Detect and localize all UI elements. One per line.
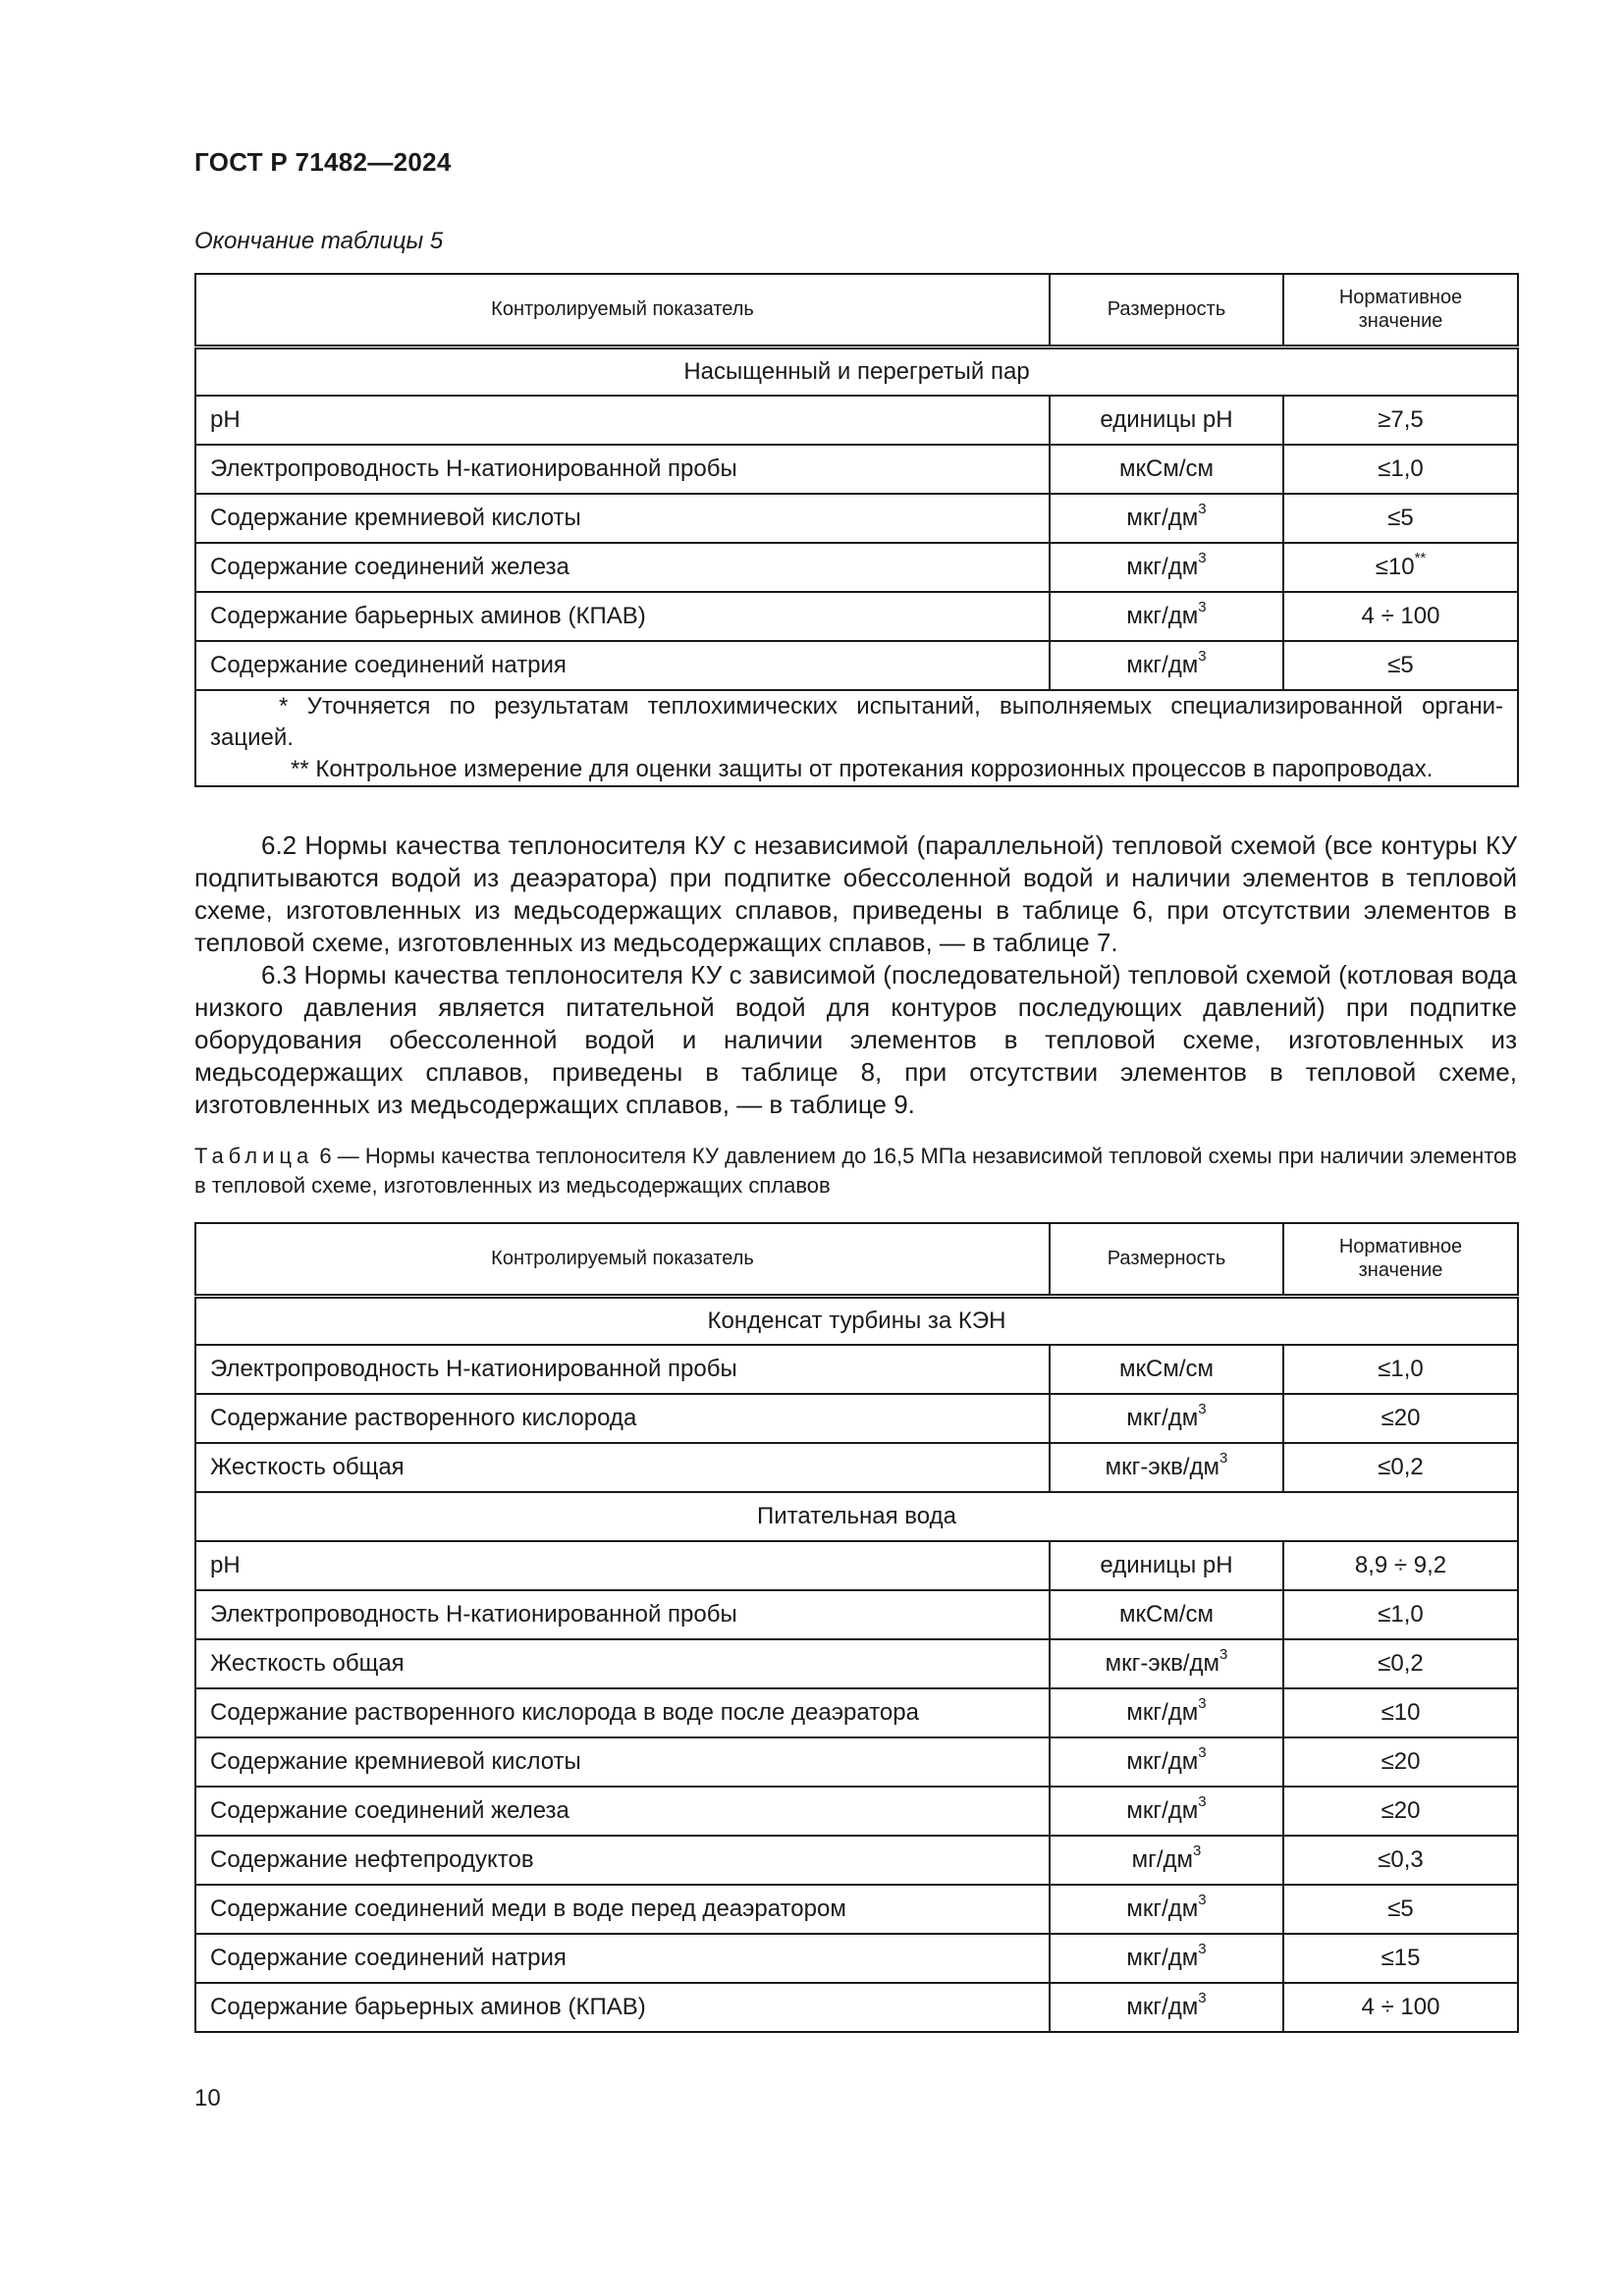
unit-cell	[1050, 1541, 1283, 1590]
unit-text: мкСм/см	[1119, 1356, 1214, 1382]
indicator-cell: Содержание барьерных аминов (КПАВ)	[195, 592, 1050, 641]
value-superscript: **	[1414, 550, 1427, 566]
table5-continuation-caption: Окончание таблицы 5	[194, 228, 444, 254]
unit-cell	[1050, 1983, 1283, 2032]
column-header-indicator: Контролируемый показатель	[195, 1223, 1050, 1296]
indicator-cell: Содержание нефтепродуктов	[195, 1836, 1050, 1885]
column-header-value-text: Нормативное значение	[1338, 287, 1463, 333]
value-cell	[1283, 543, 1518, 592]
table-row	[195, 1983, 1518, 2032]
unit-cell	[1050, 1394, 1283, 1443]
value-cell: ≤10	[1283, 1688, 1518, 1737]
unit-text: мкСм/см	[1119, 455, 1214, 482]
table6-caption-text: 6 — Нормы качества теплоносителя КУ давлением до 16,5 МПа независимой тепловой схемы при наличии элементов в тепловой схеме, изготовленных из медьсодержащих сплавов	[194, 1144, 1517, 1198]
indicator-cell: Содержание соединений железа	[195, 1787, 1050, 1836]
table-row	[195, 1836, 1518, 1885]
table-section-row	[195, 1296, 1518, 1345]
value-cell: ≤15	[1283, 1934, 1518, 1983]
indicator-cell: Содержание соединений натрия	[195, 1934, 1050, 1983]
unit-text: мкг/дм	[1126, 1896, 1199, 1922]
value-cell: ≤0,3	[1283, 1836, 1518, 1885]
unit-text: мкг/дм	[1126, 1748, 1199, 1775]
unit-text: мкг/дм	[1126, 1797, 1199, 1824]
value-cell: ≤5	[1283, 1885, 1518, 1934]
table-row	[195, 1737, 1518, 1787]
value-text: ≤10	[1375, 554, 1415, 580]
page-number: 10	[194, 2085, 221, 2111]
unit-superscript: 3	[1198, 1695, 1207, 1712]
unit-text: мкг/дм	[1126, 1405, 1199, 1431]
unit-text: мкг-экв/дм	[1105, 1650, 1220, 1677]
table5-header-row	[195, 274, 1518, 347]
section-title: Конденсат турбины за КЭН	[195, 1296, 1518, 1345]
paragraph-6-3: 6.3 Нормы качества теплоносителя КУ с зависимой (последовательной) тепловой схемой (котловая вода низкого давления является питательной водой для контуров последующих давлений) при подпитке оборудования обессоленной водой и наличии элементов в тепловой схеме, изготовленных из медьсодержащих сплавов, приведены в таблице 8, при отсутствии элементов в тепловой схеме, изготовленных из медьсодержащих сплавов, — в таблице 9.	[194, 960, 1517, 1119]
value-text: 4 ÷ 100	[1361, 603, 1440, 629]
indicator-cell: Содержание соединений натрия	[195, 641, 1050, 690]
indicator-cell: Содержание кремниевой кислоты	[195, 494, 1050, 543]
value-cell: ≤0,2	[1283, 1639, 1518, 1688]
value-cell: ≤20	[1283, 1394, 1518, 1443]
unit-text: мкг/дм	[1126, 603, 1199, 629]
table6-header-row	[195, 1223, 1518, 1296]
table-notes-row	[195, 690, 1518, 786]
table-row	[195, 396, 1518, 445]
paragraph-6-2: 6.2 Нормы качества теплоносителя КУ с независимой (параллельной) тепловой схемой (все контуры КУ подпитываются водой из деаэратора) при подпитке обессоленной водой и наличии элементов в тепловой схеме, изготовленных из медьсодержащих сплавов, приведены в таблице 6, при отсутствии элементов в тепловой схеме, изготовленных из медьсодержащих сплавов, — в таблице 7.	[194, 830, 1517, 957]
table6	[194, 1222, 1519, 2033]
table-row	[195, 494, 1518, 543]
column-header-value-text: Нормативное значение	[1338, 1236, 1463, 1282]
indicator-cell: Жесткость общая	[195, 1443, 1050, 1492]
value-cell: ≤1,0	[1283, 1345, 1518, 1394]
unit-cell	[1050, 1885, 1283, 1934]
table-row	[195, 1394, 1518, 1443]
unit-cell	[1050, 1590, 1283, 1639]
value-cell: 8,9 ÷ 9,2	[1283, 1541, 1518, 1590]
unit-cell	[1050, 1443, 1283, 1492]
value-cell	[1283, 494, 1518, 543]
table-section-row	[195, 347, 1518, 396]
unit-superscript: 3	[1198, 1744, 1207, 1761]
unit-cell	[1050, 641, 1283, 690]
unit-cell	[1050, 396, 1283, 445]
value-text: ≤1,0	[1378, 455, 1424, 482]
value-text: ≤5	[1387, 652, 1414, 678]
value-cell: ≤20	[1283, 1787, 1518, 1836]
table6-caption	[194, 1142, 1517, 1201]
indicator-cell: Электропроводность H-катионированной пробы	[195, 1345, 1050, 1394]
value-cell: ≤20	[1283, 1737, 1518, 1787]
indicator-cell: Жесткость общая	[195, 1639, 1050, 1688]
table-row	[195, 1639, 1518, 1688]
column-header-indicator: Контролируемый показатель	[195, 274, 1050, 347]
table6-caption-label: Таблица	[194, 1144, 314, 1168]
unit-superscript: 3	[1198, 1990, 1207, 2006]
unit-text: мг/дм	[1131, 1846, 1194, 1873]
value-cell: 4 ÷ 100	[1283, 1983, 1518, 2032]
unit-text: мкг/дм	[1126, 505, 1199, 531]
table-row	[195, 543, 1518, 592]
unit-cell	[1050, 543, 1283, 592]
unit-superscript: 3	[1198, 501, 1207, 517]
unit-text: мкг-экв/дм	[1105, 1454, 1220, 1480]
unit-text: мкСм/см	[1119, 1601, 1214, 1628]
unit-superscript: 3	[1198, 1401, 1207, 1417]
table-notes	[195, 690, 1518, 786]
unit-cell	[1050, 592, 1283, 641]
unit-superscript: 3	[1198, 1793, 1207, 1810]
table-row	[195, 1345, 1518, 1394]
table-row	[195, 1934, 1518, 1983]
unit-text: мкг/дм	[1126, 554, 1199, 580]
value-text: ≤5	[1387, 505, 1414, 531]
table-row	[195, 1787, 1518, 1836]
unit-superscript: 3	[1219, 1450, 1228, 1467]
unit-cell	[1050, 1787, 1283, 1836]
unit-superscript: 3	[1198, 1941, 1207, 1957]
unit-superscript: 3	[1198, 1892, 1207, 1908]
indicator-cell: Электропроводность H-катионированной пробы	[195, 1590, 1050, 1639]
column-header-unit: Размерность	[1050, 274, 1283, 347]
unit-text: единицы pH	[1100, 406, 1233, 433]
indicator-cell: Электропроводность H-катионированной пробы	[195, 445, 1050, 494]
indicator-cell: Содержание барьерных аминов (КПАВ)	[195, 1983, 1050, 2032]
indicator-cell: pH	[195, 1541, 1050, 1590]
table-section-row	[195, 1492, 1518, 1541]
unit-text: единицы pH	[1100, 1552, 1233, 1578]
column-header-value	[1283, 1223, 1518, 1296]
unit-cell	[1050, 1345, 1283, 1394]
unit-superscript: 3	[1198, 550, 1207, 566]
table-row	[195, 641, 1518, 690]
note-1-continuation: зацией.	[210, 724, 294, 751]
unit-cell	[1050, 1737, 1283, 1787]
unit-cell	[1050, 494, 1283, 543]
unit-text: мкг/дм	[1126, 652, 1199, 678]
column-header-value	[1283, 274, 1518, 347]
document-header: ГОСТ Р 71482—2024	[194, 147, 452, 177]
table-row	[195, 445, 1518, 494]
value-cell	[1283, 592, 1518, 641]
value-cell	[1283, 396, 1518, 445]
value-cell: ≤0,2	[1283, 1443, 1518, 1492]
unit-text: мкг/дм	[1126, 1945, 1199, 1971]
section-title: Питательная вода	[195, 1492, 1518, 1541]
unit-cell	[1050, 1639, 1283, 1688]
body-paragraphs	[194, 829, 1517, 1121]
unit-superscript: 3	[1198, 648, 1207, 665]
unit-superscript: 3	[1193, 1842, 1202, 1859]
note-2: ** Контрольное измерение для оценки защиты от протекания коррозионных процессов в паропроводах.	[291, 756, 1434, 782]
table-row	[195, 1688, 1518, 1737]
indicator-cell: Содержание растворенного кислорода	[195, 1394, 1050, 1443]
table5	[194, 273, 1519, 787]
table-row	[195, 1541, 1518, 1590]
unit-cell	[1050, 1836, 1283, 1885]
unit-cell	[1050, 1934, 1283, 1983]
value-cell: ≤1,0	[1283, 1590, 1518, 1639]
indicator-cell: Содержание кремниевой кислоты	[195, 1737, 1050, 1787]
unit-superscript: 3	[1219, 1646, 1228, 1663]
indicator-cell: Содержание растворенного кислорода в воде после деаэратора	[195, 1688, 1050, 1737]
indicator-cell: pH	[195, 396, 1050, 445]
value-cell	[1283, 641, 1518, 690]
note-1: * Уточняется по результатам теплохимических испытаний, выполняемых специализированной органи-	[279, 693, 1503, 720]
table-row	[195, 1590, 1518, 1639]
section-title: Насыщенный и перегретый пар	[195, 347, 1518, 396]
unit-text: мкг/дм	[1126, 1699, 1199, 1726]
indicator-cell: Содержание соединений железа	[195, 543, 1050, 592]
indicator-cell: Содержание соединений меди в воде перед деаэратором	[195, 1885, 1050, 1934]
table-row	[195, 1885, 1518, 1934]
table-row	[195, 592, 1518, 641]
unit-text: мкг/дм	[1126, 1994, 1199, 2020]
value-text: ≥7,5	[1378, 406, 1424, 433]
table-row	[195, 1443, 1518, 1492]
unit-superscript: 3	[1198, 599, 1207, 615]
unit-cell	[1050, 1688, 1283, 1737]
unit-cell	[1050, 445, 1283, 494]
column-header-unit: Размерность	[1050, 1223, 1283, 1296]
value-cell	[1283, 445, 1518, 494]
